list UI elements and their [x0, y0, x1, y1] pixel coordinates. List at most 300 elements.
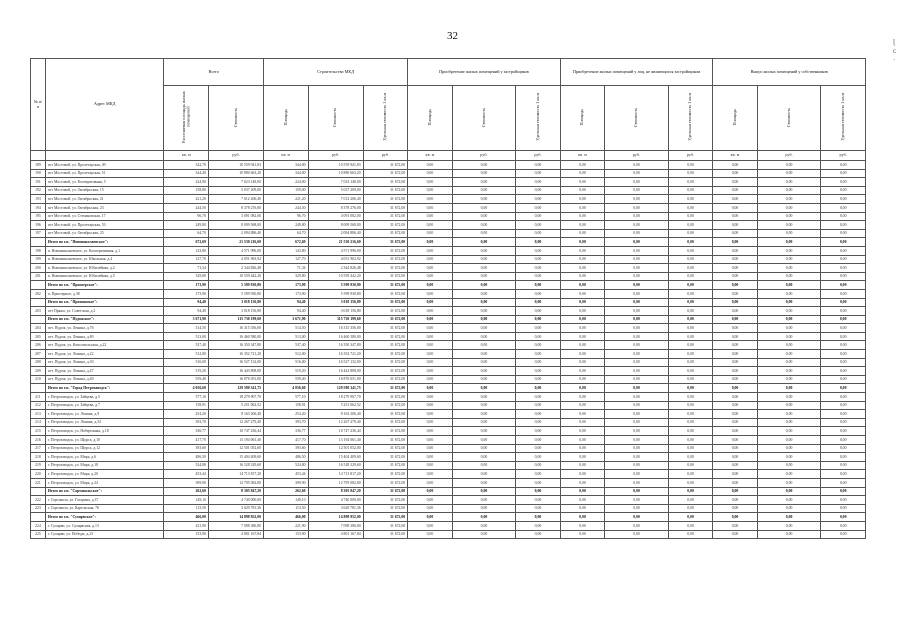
value-cell: 0,00	[713, 264, 757, 273]
value-cell: 115 730 199,60	[208, 315, 263, 324]
table-row	[31, 307, 866, 316]
value-cell: 0,00	[757, 289, 821, 298]
value-cell: 0,00	[757, 281, 821, 290]
value-cell: 0,00	[713, 375, 757, 384]
value-cell: 96,70	[164, 212, 208, 221]
table-row	[31, 169, 866, 178]
value-cell: 0,00	[408, 161, 452, 170]
value-cell: 0,00	[516, 221, 560, 230]
value-cell: 466,00	[264, 513, 308, 522]
value-cell: 0,00	[757, 221, 821, 230]
value-cell: 244,50	[164, 203, 208, 212]
value-cell: 0,00	[668, 470, 713, 479]
value-cell: 0,00	[516, 246, 560, 255]
value-cell: 0,00	[560, 375, 604, 384]
value-cell: 0,00	[560, 418, 604, 427]
value-cell: 0,00	[452, 375, 516, 384]
header-group-non-developers: Приобретение жилых помещений у лиц, не являющихся застройщиком	[560, 59, 713, 86]
value-cell: 14 713 817,20	[308, 470, 363, 479]
value-cell: 0,00	[560, 238, 604, 247]
value-cell: 71,34	[164, 264, 208, 273]
value-cell: 5 599 930,80	[308, 281, 363, 290]
units-cell: руб.	[821, 151, 866, 161]
header-group-owners: Выкуп жилых помещений у собственников	[713, 59, 866, 86]
address-cell: г. Петрозаводск, ул. Щорса, д.10	[45, 436, 164, 445]
value-cell: 0,00	[605, 375, 669, 384]
value-cell: 0,00	[757, 332, 821, 341]
value-cell: 0,00	[821, 186, 866, 195]
table-row	[31, 461, 866, 470]
value-cell: 0,00	[668, 410, 713, 419]
value-cell: 417,70	[264, 436, 308, 445]
table-row	[31, 221, 866, 230]
value-cell: 0,00	[757, 246, 821, 255]
row-number: 212	[31, 401, 46, 410]
value-cell: 21 530 216,60	[308, 238, 363, 247]
value-cell: 516,00	[264, 358, 308, 367]
value-cell: 16 528 329,60	[208, 461, 263, 470]
value-cell: 31 672,00	[363, 324, 408, 333]
value-cell: 31 672,00	[363, 496, 408, 505]
value-cell: 0,00	[668, 513, 713, 522]
value-cell: 12 267 279,40	[208, 418, 263, 427]
value-cell: 0,00	[560, 332, 604, 341]
units-cell: руб.	[308, 151, 363, 161]
units-blank-cell	[31, 151, 46, 161]
value-cell: 4 056,60	[164, 384, 208, 393]
value-cell: 0,00	[452, 264, 516, 273]
value-cell: 31 672,00	[363, 367, 408, 376]
value-cell: 16 876 051,00	[308, 375, 363, 384]
value-cell: 512,00	[264, 350, 308, 359]
address-cell: пгт Мостовой, ул. Октябрьская, 25	[45, 229, 164, 238]
value-cell: 2 344 826,48	[308, 264, 363, 273]
resettlement-table	[30, 58, 866, 539]
address-cell: г. Петрозаводск, ул. Мира, д.18	[45, 461, 164, 470]
value-cell: 0,00	[408, 418, 452, 427]
value-cell: 94,40	[164, 307, 208, 316]
table-row	[31, 530, 866, 539]
value-cell: 0,00	[560, 350, 604, 359]
value-cell: 4 571 996,00	[208, 246, 263, 255]
value-cell: 0,00	[821, 229, 866, 238]
value-cell: 0,00	[408, 255, 452, 264]
address-cell: Итого по г.п. "Пудожское":	[45, 315, 164, 324]
value-cell: 0,00	[668, 436, 713, 445]
value-cell: 0,00	[757, 384, 821, 393]
value-cell: 16 315 356,00	[208, 324, 263, 333]
value-cell: 0,00	[713, 203, 757, 212]
value-cell: 173,90	[164, 281, 208, 290]
value-cell: 453,44	[164, 470, 208, 479]
address-cell: пгт Мостовой, ул. Пролетарская, 49	[45, 161, 164, 170]
value-cell: 21 530 216,60	[208, 238, 263, 247]
value-cell: 0,00	[668, 461, 713, 470]
value-cell: 466,00	[164, 513, 208, 522]
value-cell: 0,00	[821, 298, 866, 307]
value-cell: 0,00	[560, 341, 604, 350]
value-cell: 0,00	[821, 350, 866, 359]
value-cell: 129 580 341,75	[208, 384, 263, 393]
value-cell: 0,00	[757, 513, 821, 522]
value-cell: 0,00	[605, 393, 669, 402]
value-cell: 0,00	[757, 496, 821, 505]
value-cell: 0,00	[605, 521, 669, 530]
value-cell: 0,00	[452, 307, 516, 316]
value-cell: 31 672,00	[363, 229, 408, 238]
value-cell: 0,00	[605, 272, 669, 281]
row-number: 209	[31, 367, 46, 376]
value-cell: 221,20	[264, 195, 308, 204]
value-cell: 8 163 206,40	[208, 410, 263, 419]
value-cell: 15 404 409,60	[208, 453, 263, 462]
value-cell: 2 094 886,40	[308, 229, 363, 238]
value-cell: 0,00	[452, 504, 516, 513]
value-cell: 513,00	[264, 332, 308, 341]
value-cell: 0,00	[605, 350, 669, 359]
table-row	[31, 470, 866, 479]
value-cell: 0,00	[713, 453, 757, 462]
value-cell: 0,00	[516, 212, 560, 221]
value-cell: 0,00	[668, 478, 713, 487]
value-cell: 0,00	[821, 418, 866, 427]
table-row	[31, 521, 866, 530]
value-cell: 10 559 941,83	[308, 161, 363, 170]
value-cell: 0,00	[452, 281, 516, 290]
value-cell: 31 672,00	[363, 401, 408, 410]
value-cell: 519,20	[264, 367, 308, 376]
value-cell: 0,00	[560, 470, 604, 479]
value-cell: 12 795 082,80	[208, 478, 263, 487]
subtotal-row	[31, 281, 866, 290]
value-cell: 158,91	[164, 401, 208, 410]
row-number	[31, 238, 46, 247]
value-cell: 0,00	[560, 453, 604, 462]
row-number: 196	[31, 221, 46, 230]
value-cell: 0,00	[408, 212, 452, 221]
value-cell: 0,00	[408, 461, 452, 470]
units-cell: кв. м	[164, 151, 208, 161]
value-cell: 64,70	[264, 229, 308, 238]
value-cell: 7 012 206,40	[208, 195, 263, 204]
value-cell: 0,00	[713, 444, 757, 453]
value-cell: 71,34	[264, 264, 308, 273]
value-cell: 0,00	[757, 315, 821, 324]
value-cell: 0,00	[560, 478, 604, 487]
value-cell: 0,00	[452, 169, 516, 178]
row-number: 204	[31, 324, 46, 333]
address-cell: Итого по г.п. "Сортавальское":	[45, 487, 164, 496]
value-cell: 0,00	[516, 367, 560, 376]
value-cell: 0,00	[452, 521, 516, 530]
value-cell: 0,00	[757, 530, 821, 539]
value-cell: 0,00	[516, 350, 560, 359]
value-cell: 0,00	[605, 315, 669, 324]
header-group-construction: Строительство МКД	[264, 59, 408, 86]
value-cell: 0,00	[757, 341, 821, 350]
header-col	[452, 86, 516, 151]
value-cell: 516,00	[164, 358, 208, 367]
value-cell: 0,00	[560, 496, 604, 505]
table-row	[31, 453, 866, 462]
value-cell: 0,00	[560, 393, 604, 402]
value-cell: 31 672,00	[363, 504, 408, 513]
value-cell: 0,00	[408, 478, 452, 487]
value-cell: 4 801 167,84	[308, 530, 363, 539]
value-cell: 16 350 347,80	[308, 341, 363, 350]
value-cell: 0,00	[560, 504, 604, 513]
value-cell: 31 672,00	[363, 238, 408, 247]
value-cell: 31 672,00	[363, 281, 408, 290]
address-cell: Итого по г.п. "Город Петрозаводск":	[45, 384, 164, 393]
subtotal-row	[31, 513, 866, 522]
value-cell: 0,00	[821, 203, 866, 212]
header-col	[164, 86, 208, 151]
value-cell: 0,00	[821, 195, 866, 204]
value-cell: 0,00	[713, 410, 757, 419]
value-cell: 524,80	[164, 461, 208, 470]
value-cell: 0,00	[668, 341, 713, 350]
value-cell: 0,00	[605, 212, 669, 221]
value-cell: 0,00	[408, 221, 452, 230]
value-cell: 0,00	[713, 358, 757, 367]
value-cell: 0,00	[408, 444, 452, 453]
value-cell: 344,00	[264, 161, 308, 170]
value-cell: 0,00	[516, 169, 560, 178]
value-cell: 0,00	[821, 384, 866, 393]
value-cell: 31 672,00	[363, 203, 408, 212]
header-col-label: Площадь	[426, 109, 432, 126]
value-cell: 0,00	[408, 487, 452, 496]
value-cell: 0,00	[408, 470, 452, 479]
value-cell: 0,00	[668, 530, 713, 539]
value-cell: 513,00	[164, 332, 208, 341]
value-cell: 31 672,00	[363, 161, 408, 170]
table-row	[31, 212, 866, 221]
value-cell: 14 713 817,20	[208, 470, 263, 479]
value-cell: 94,40	[164, 298, 208, 307]
value-cell: 0,00	[560, 401, 604, 410]
header-col-label: Расселяемая площадь жилых помещений	[180, 91, 191, 144]
value-cell: 0,00	[713, 470, 757, 479]
value-cell: 0,00	[668, 255, 713, 264]
value-cell: 0,00	[408, 169, 452, 178]
value-cell: 0,00	[713, 341, 757, 350]
value-cell: 31 672,00	[363, 212, 408, 221]
value-cell: 16 350 347,80	[208, 341, 263, 350]
value-cell: 0,00	[408, 350, 452, 359]
value-cell: 0,00	[408, 367, 452, 376]
table-row	[31, 264, 866, 273]
value-cell: 31 672,00	[363, 453, 408, 462]
value-cell: 18 279 907,70	[308, 393, 363, 402]
value-cell: 0,00	[452, 212, 516, 221]
value-cell: 0,00	[605, 289, 669, 298]
value-cell: 0,00	[452, 470, 516, 479]
address-cell: пгт. Пудож, ул. Ленина, д.22	[45, 350, 164, 359]
address-cell: г. Сортавала, ул. Гагарина, д.37	[45, 496, 164, 505]
value-cell: 0,00	[516, 530, 560, 539]
row-number: 207	[31, 350, 46, 359]
value-cell: 173,90	[264, 281, 308, 290]
value-cell: 0,00	[668, 358, 713, 367]
value-cell: 0,00	[757, 375, 821, 384]
value-cell: 0,00	[713, 255, 757, 264]
value-cell: 10 559 442,20	[308, 272, 363, 281]
table-row	[31, 418, 866, 427]
value-cell: 115 730 199,60	[308, 315, 363, 324]
address-cell: г. Петрозаводск, ул. Набережная, д.18	[45, 427, 164, 436]
address-cell: г. Суоярви, ул. Победы, д.23	[45, 530, 164, 539]
value-cell: 8 305 847,20	[208, 487, 263, 496]
row-number: 197	[31, 229, 46, 238]
value-cell: 0,00	[408, 427, 452, 436]
value-cell: 0,00	[452, 238, 516, 247]
value-cell: 0,00	[605, 195, 669, 204]
header-col	[264, 86, 308, 151]
value-cell: 0,00	[821, 427, 866, 436]
value-cell: 0,00	[668, 264, 713, 273]
value-cell: 0,00	[757, 298, 821, 307]
value-cell: 0,00	[757, 264, 821, 273]
value-cell: 0,00	[408, 375, 452, 384]
value-cell: 16 460 580,00	[308, 332, 363, 341]
value-cell: 0,00	[452, 178, 516, 187]
value-cell: 31 672,00	[363, 350, 408, 359]
value-cell: 8 378 276,00	[208, 203, 263, 212]
value-cell: 0,00	[668, 315, 713, 324]
value-cell: 0,00	[821, 272, 866, 281]
value-cell: 4 051 963,92	[308, 255, 363, 264]
value-cell: 0,00	[757, 470, 821, 479]
value-cell: 0,00	[821, 436, 866, 445]
table-row	[31, 289, 866, 298]
value-cell: 0,00	[452, 186, 516, 195]
table-row	[31, 375, 866, 384]
value-cell: 94,40	[264, 307, 308, 316]
address-cell: пгт Мостовой, ул. Октябрьская, 23	[45, 203, 164, 212]
value-cell: 0,00	[821, 255, 866, 264]
value-cell: 559,40	[164, 375, 208, 384]
units-blank-cell	[45, 151, 164, 161]
value-cell: 0,00	[605, 341, 669, 350]
value-cell: 0,00	[560, 513, 604, 522]
address-cell: п. Новониколаевское, ул. Юбилейная, д.5	[45, 272, 164, 281]
value-cell: 0,00	[516, 487, 560, 496]
value-cell: 0,00	[605, 504, 669, 513]
value-cell: 0,00	[516, 255, 560, 264]
value-cell: 31 672,00	[363, 487, 408, 496]
address-cell: пгт. Пудож, ул. Ленина, д.49	[45, 375, 164, 384]
row-number	[31, 315, 46, 324]
value-cell: 7 023 148,00	[308, 178, 363, 187]
value-cell: 329,80	[164, 272, 208, 281]
value-cell: 0,00	[408, 453, 452, 462]
value-cell: 4 740 000,00	[308, 496, 363, 505]
row-number: 200	[31, 264, 46, 273]
table-row	[31, 410, 866, 419]
value-cell: 0,00	[452, 203, 516, 212]
value-cell: 0,00	[605, 178, 669, 187]
value-cell: 0,00	[757, 186, 821, 195]
value-cell: 0,00	[821, 410, 866, 419]
value-cell: 8 009 568,00	[308, 221, 363, 230]
units-cell: руб.	[757, 151, 821, 161]
value-cell: 0,00	[668, 195, 713, 204]
value-cell: 31 672,00	[363, 418, 408, 427]
address-cell: пгт. Пудож, ул. Ленина, д.30	[45, 358, 164, 367]
value-cell: 31 672,00	[363, 298, 408, 307]
value-cell: 262,60	[264, 487, 308, 496]
value-cell: 0,00	[757, 324, 821, 333]
value-cell: 0,00	[516, 307, 560, 316]
value-cell: 0,00	[668, 272, 713, 281]
margin-mark: ɭ ᴄ ·	[893, 38, 897, 64]
value-cell: 0,00	[452, 324, 516, 333]
value-cell: 417,70	[164, 436, 208, 445]
value-cell: 0,00	[408, 513, 452, 522]
value-cell: 0,00	[757, 444, 821, 453]
value-cell: 0,00	[821, 504, 866, 513]
row-number: 194	[31, 203, 46, 212]
value-cell: 0,00	[516, 324, 560, 333]
value-cell: 0,00	[668, 229, 713, 238]
value-cell: 0,00	[821, 289, 866, 298]
row-number: 191	[31, 178, 46, 187]
header-units-row	[31, 151, 866, 161]
value-cell: 0,00	[605, 246, 669, 255]
value-cell: 15 404 409,60	[308, 453, 363, 462]
value-cell: 16 443 808,00	[308, 367, 363, 376]
value-cell: 0,00	[516, 461, 560, 470]
value-cell: 0,00	[560, 169, 604, 178]
value-cell: 249,80	[164, 221, 208, 230]
value-cell: 0,00	[668, 332, 713, 341]
table-row	[31, 229, 866, 238]
row-number: 193	[31, 195, 46, 204]
value-cell: 16 315 356,00	[308, 324, 363, 333]
value-cell: 31 672,00	[363, 521, 408, 530]
value-cell: 0,00	[560, 178, 604, 187]
value-cell: 0,00	[713, 530, 757, 539]
value-cell: 0,00	[408, 281, 452, 290]
value-cell: 0,00	[452, 161, 516, 170]
table-row	[31, 401, 866, 410]
value-cell: 153,90	[264, 530, 308, 539]
value-cell: 94,40	[264, 298, 308, 307]
value-cell: 514,50	[164, 324, 208, 333]
value-cell: 0,00	[408, 530, 452, 539]
value-cell: 0,00	[516, 513, 560, 522]
value-cell: 5 037 209,00	[208, 186, 263, 195]
value-cell: 0,00	[516, 453, 560, 462]
row-number: 203	[31, 307, 46, 316]
value-cell: 0,00	[516, 358, 560, 367]
value-cell: 393,60	[264, 444, 308, 453]
value-cell: 0,00	[713, 161, 757, 170]
value-cell: 0,00	[408, 246, 452, 255]
value-cell: 0,00	[452, 478, 516, 487]
row-number: 222	[31, 496, 46, 505]
units-cell: руб.	[668, 151, 713, 161]
value-cell: 0,00	[757, 487, 821, 496]
value-cell: 0,00	[452, 246, 516, 255]
value-cell: 0,00	[757, 453, 821, 462]
value-cell: 0,00	[452, 229, 516, 238]
value-cell: 18 279 907,70	[208, 393, 263, 402]
table-row	[31, 178, 866, 187]
value-cell: 0,00	[668, 289, 713, 298]
